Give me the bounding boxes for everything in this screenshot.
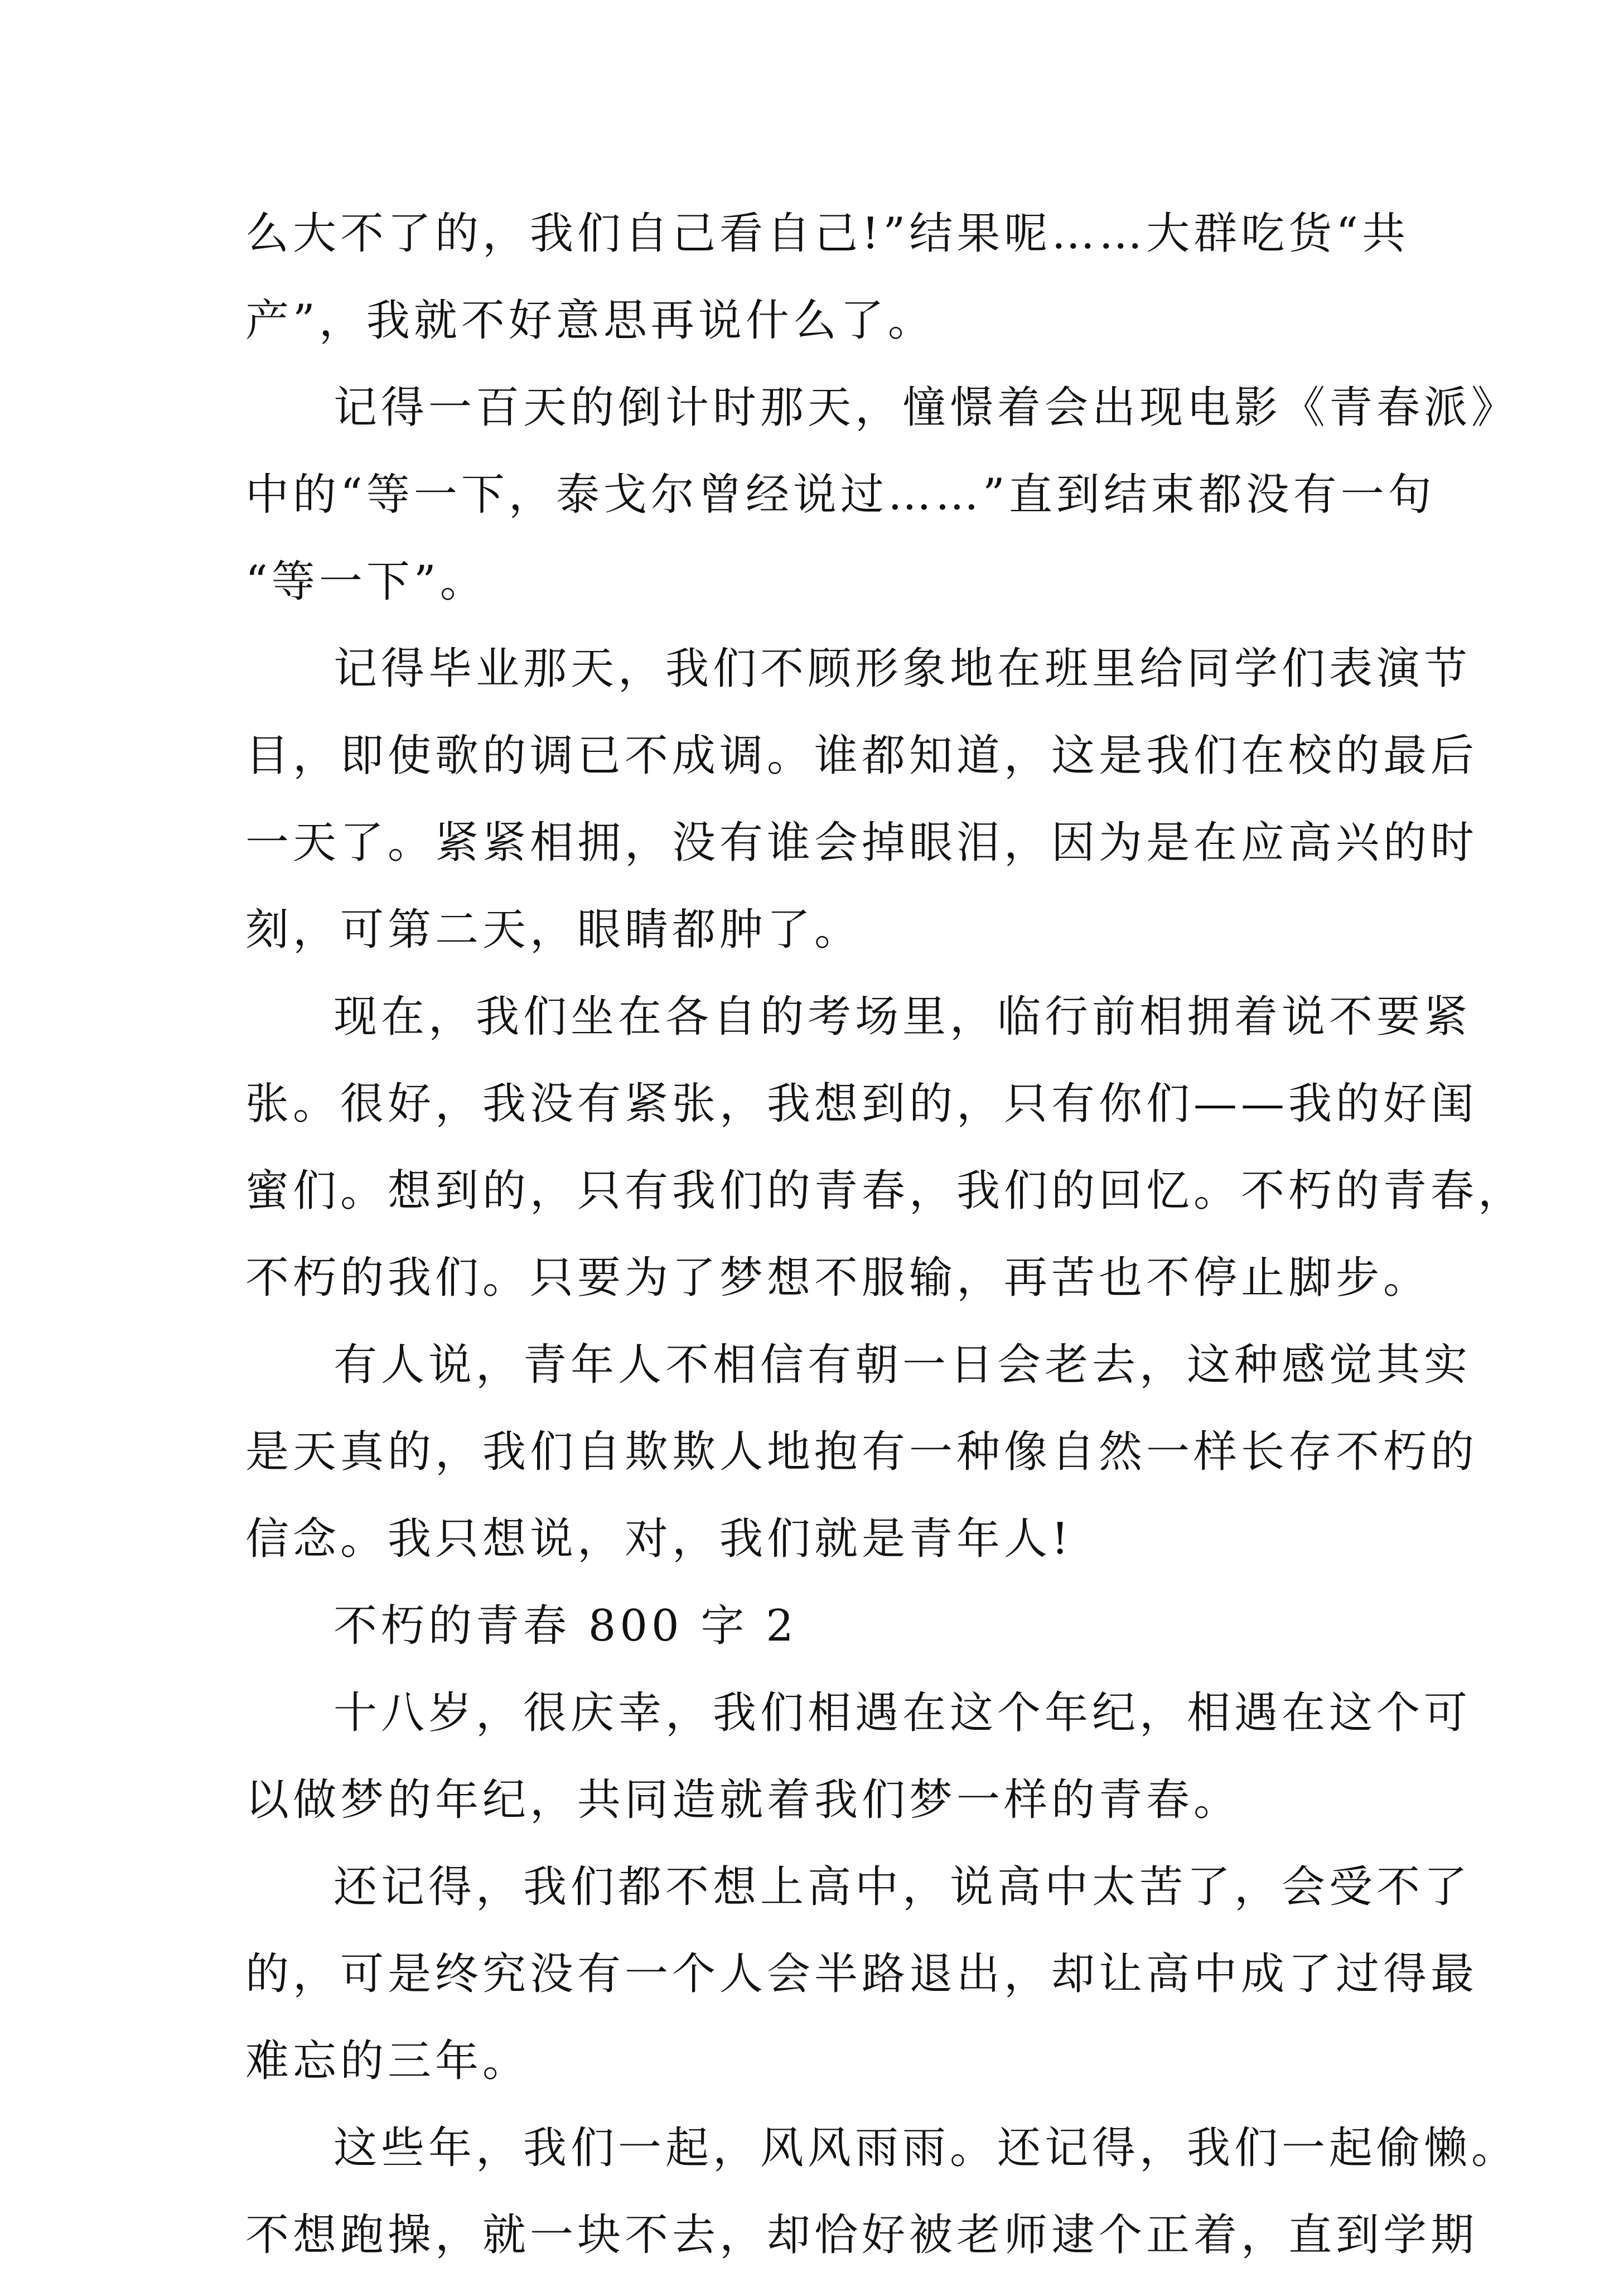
text-line: “等一下”。 — [245, 557, 487, 607]
text-line: 有人说，青年人不相信有朝一日会老去，这种感觉其实 — [334, 1340, 1472, 1390]
text-line: 十八岁，很庆幸，我们相遇在这个年纪，相遇在这个可 — [334, 1688, 1472, 1738]
text-line: 不朽的青春 800 字 2 — [334, 1601, 798, 1651]
text-line: 的，可是终究没有一个人会半路退出，却让高中成了过得最 — [245, 1949, 1478, 1999]
text-line: 不想跑操，就一块不去，却恰好被老师逮个正着，直到学期 — [245, 2210, 1478, 2260]
text-line: 这些年，我们一起，风风雨雨。还记得，我们一起偷懒。 — [334, 2123, 1519, 2173]
text-line: 记得毕业那天，我们不顾形象地在班里给同学们表演节 — [334, 644, 1472, 694]
text-line: 中的“等一下，泰戈尔曾经说过……”直到结束都没有一句 — [245, 470, 1436, 520]
text-line: 张。很好，我没有紧张，我想到的，只有你们——我的好闺 — [245, 1079, 1478, 1129]
text-line: 产”，我就不好意思再说什么了。 — [245, 296, 935, 346]
text-line: 目，即使歌的调已不成调。谁都知道，这是我们在校的最后 — [245, 731, 1478, 781]
text-line: 么大不了的，我们自己看自己!”结果呢……大群吃货“共 — [245, 209, 1410, 259]
text-line: 现在，我们坐在各自的考场里，临行前相拥着说不要紧 — [334, 992, 1472, 1042]
text-line: 以做梦的年纪，共同造就着我们梦一样的青春。 — [245, 1775, 1241, 1825]
text-line: 蜜们。想到的，只有我们的青春，我们的回忆。不朽的青春， — [245, 1166, 1526, 1216]
text-line: 记得一百天的倒计时那天，憧憬着会出现电影《青春派》 — [334, 383, 1519, 433]
text-line: 难忘的三年。 — [245, 2036, 530, 2086]
text-line: 刻，可第二天，眼睛都肿了。 — [245, 905, 862, 955]
document-body — [245, 208, 1526, 2296]
text-line: 还记得，我们都不想上高中，说高中太苦了，会受不了 — [334, 1862, 1472, 1912]
text-line: 不朽的我们。只要为了梦想不服输，再苦也不停止脚步。 — [245, 1253, 1431, 1303]
text-line: 信念。我只想说，对，我们就是青年人! — [245, 1514, 1073, 1564]
text-line: 一天了。紧紧相拥，没有谁会掉眼泪，因为是在应高兴的时 — [245, 818, 1478, 868]
text-line: 是天真的，我们自欺欺人地抱有一种像自然一样长存不朽的 — [245, 1427, 1478, 1477]
